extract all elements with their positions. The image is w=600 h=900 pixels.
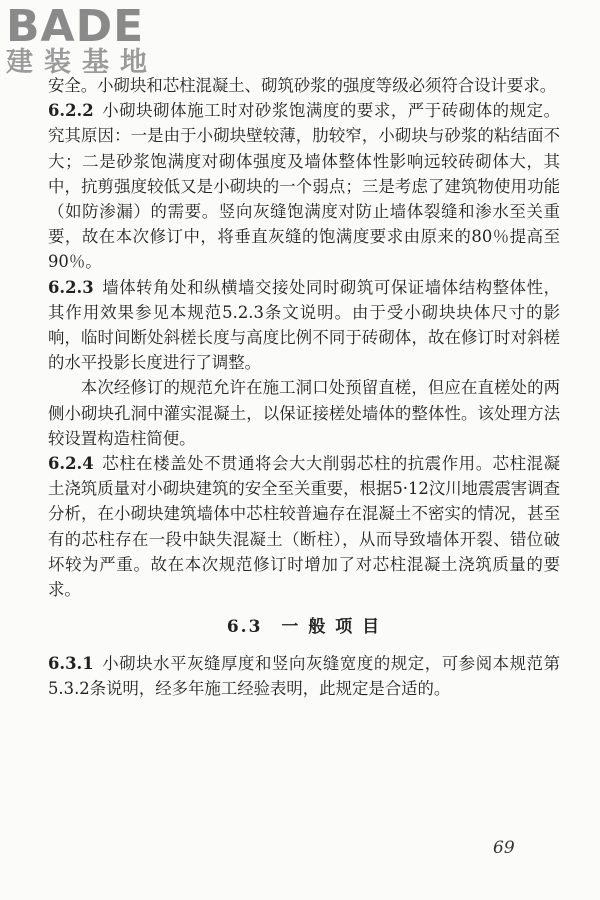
clause-6-3-1 [48, 651, 560, 701]
clause-number: 6.3.1 [48, 654, 94, 674]
clause-number: 6.2.4 [48, 454, 94, 474]
clause-6-2-3 [48, 275, 560, 376]
clause-text: 小砌块砌体施工时对砂浆饱满度的要求，严于砖砌体的规定。究其原因：一是由于小砌块壁较薄，肋较窄，小砌块与砂浆的粘结面不大；二是砂浆饱满度对砌体强度及墙体整体性影响远较砖砌体大，其中，抗剪强度较低又是小砌块的一个弱点；三是考虑了建筑物使用功能（如防渗漏）的需要。竖向灰缝饱满度对防止墙体裂缝和渗水至关重要，故在本次修订中，将垂直灰缝的饱满度要求由原来的80％提高至90％。 [48, 101, 560, 272]
document-body [48, 73, 560, 702]
paragraph-straight-joint [48, 375, 560, 451]
watermark-subtitle: 建装基地 [6, 47, 158, 78]
page-number: 69 [493, 838, 515, 858]
paragraph-continued [48, 73, 560, 98]
paragraph-text: 安全。小砌块和芯柱混凝土、砌筑砂浆的强度等级必须符合设计要求。 [48, 76, 557, 95]
watermark-logo [6, 1, 158, 78]
clause-text: 墙体转角处和纵横墙交接处同时砌筑可保证墙体结构整体性，其作用效果参见本规范5.2.3条文说明。由于受小砌块块体尺寸的影响，临时间断处斜槎长度与高度比例不同于砖砌体，故在修订时对斜槎的水平投影长度进行了调整。 [48, 277, 560, 373]
clause-number: 6.2.2 [48, 101, 94, 121]
clause-6-2-2 [48, 98, 560, 274]
clause-6-2-4 [48, 451, 560, 602]
clause-number: 6.2.3 [48, 277, 94, 297]
clause-text: 小砌块水平灰缝厚度和竖向灰缝宽度的规定，可参阅本规范第5.3.2条说明，经多年施工经验表明，此规定是合适的。 [48, 654, 560, 699]
paragraph-text: 本次经修订的规范允许在施工洞口处预留直槎，但应在直槎处的两侧小砌块孔洞中灌实混凝土，以保证接槎处墙体的整体性。该处理方法较设置构造柱简便。 [48, 378, 560, 448]
watermark-logo-text: BADE [6, 1, 145, 52]
section-heading: 6.3 一 般 项 目 [226, 617, 382, 638]
clause-text: 芯柱在楼盖处不贯通将会大大削弱芯柱的抗震作用。芯柱混凝土浇筑质量对小砌块建筑的安全至关重要，根据5·12汶川地震震害调查分析，在小砌块建筑墙体中芯柱较普遍存在混凝土不密实的情况，甚至有的芯柱存在一段中缺失混凝土（断柱），从而导致墙体开裂、错位破坏较为严重。故在本次规范修订时增加了对芯柱混凝土浇筑质量的要求。 [48, 454, 560, 600]
